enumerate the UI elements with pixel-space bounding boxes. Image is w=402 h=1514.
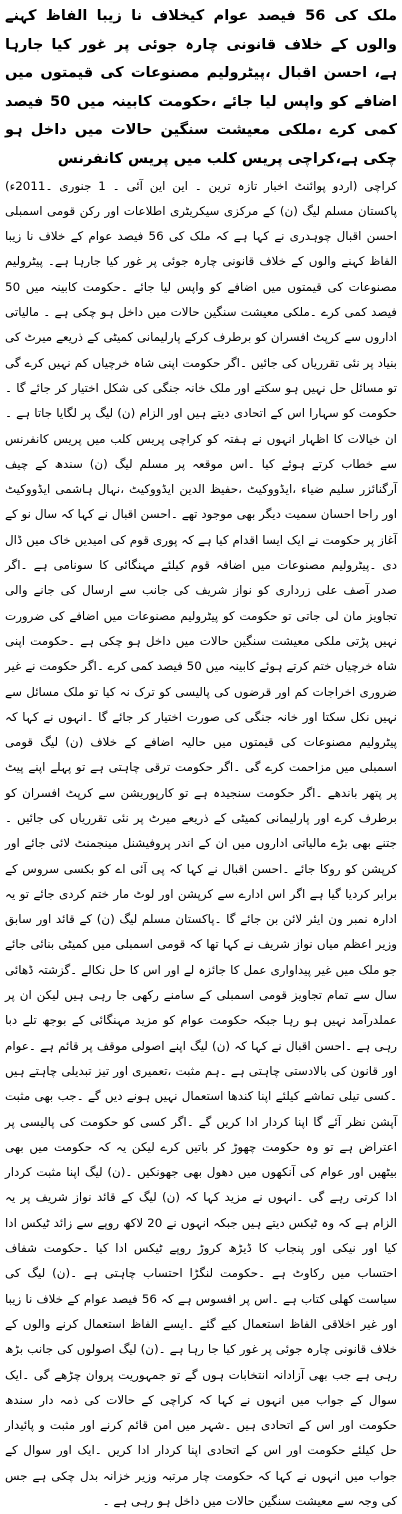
article-body: کراچی (اردو پوائنٹ اخبار تازہ ترین ۔ این این آئی ۔ 1 جنوری ۔2011ء) پاکستان مسلم لیگ (ن) کے مرکزی سیکریٹری اطلاعات اور رکن قومی اسمبلی احسن اقبال چوہدری نے کہا ہے کہ ملک کی 56 فیصد عوام کے خلاف نا زیبا الفاظ کہنے والوں کے خلاف قانونی چارہ جوئی پر غور کیا جارہا ہے۔ پیٹرولیم مصنوعات کی قیمتوں میں اضافے کو واپس لیا جائے ۔حکومت کابینہ میں 50 فیصد کمی کرے ۔ملکی معیشت سنگین حالات میں داخل ہو چکی ہے ۔ مالیاتی اداروں سے کرپٹ افسران کو برطرف کرکے پارلیمانی کمیٹی کے ذریعے میرٹ کی بنیاد پر نئی تقرریاں کی جائیں ۔اگر حکومت اپنی شاہ خرچیاں کم نہیں کرے گی تو مسائل حل نہیں ہو سکتے اور ملک خانہ جنگی کی شکل اختیار کر جائے گا ۔حکومت کو سہارا اس کے اتحادی دیتے ہیں اور الزام (ن) لیگ پر لگایا جاتا ہے ۔ان خیالات کا اظہار انہوں نے ہفتہ کو کراچی پریس کلب میں پریس کانفرنس سے خطاب کرتے ہوئے کیا ۔اس موقعہ پر مسلم لیگ (ن) سندھ کے چیف آرگنائزر سلیم ضیاء ،ایڈووکیٹ ،حفیظ الدین ایڈووکیٹ ،نہال ہاشمی ایڈووکیٹ اور راحا احسان سمیت دیگر بھی موجود تھے ۔احسن اقبال نے کہا کہ سال نو کے آغاز پر حکومت نے ایک ایسا اقدام کیا ہے کہ پوری قوم کی امیدیں خاک میں ڈال دی ۔پیٹرولیم مصنوعات میں اضافہ قوم کیلئے مہنگائی کا سونامی ہے ۔اگر صدر آصف علی زرداری کو نواز شریف کی جانب سے ارسال کی جانے والی تجاویز مان لی جاتی تو حکومت کو پیٹرولیم مصنوعات میں اضافے کی ضرورت نہیں پڑتی ملکی معیشت سنگین حالات میں داخل ہو چکی ہے ۔حکومت اپنی شاہ خرچیاں ختم کرتے ہوئے کابینہ میں 50 فیصد کمی کرے ۔اگر حکومت نے غیر ضروری اخراجات کم اور قرضوں کی پالیسی کو ترک نہ کیا تو ملک مسائل سے نہیں نکل سکتا اور خانہ جنگی کی صورت اختیار کر جائے گا ۔انہوں نے کہا کہ پیٹرولیم مصنوعات کی قیمتوں میں حالیہ اضافے کے خلاف (ن) لیگ قومی اسمبلی میں مزاحمت کرے گی ۔اگر حکومت ترقی چاہتی ہے تو پہلے اپنے پیٹ پر پتھر باندھے ۔اگر حکومت سنجیدہ ہے تو کارپوریشن سے کرپٹ افسران کو برطرف کرے اور پارلیمانی کمیٹی کے ذریعے میرٹ پر نئی تقرریاں کی جائیں ۔جتنے بھی بڑے مالیاتی اداروں میں ان کے اندر پروفیشنل مینجمنٹ لائی جائے اور کرپشن کو روکا جائے ۔احسن اقبال نے کہا کہ پی آئی اے کو بکسی سروس کے برابر کردیا گیا ہے اگر اس ادارے سے کرپشن اور لوٹ مار ختم کردی جائے تو یہ ادارہ نمبر ون ایئر لائن بن جائے گا ۔پاکستان مسلم لیگ (ن) کے قائد اور سابق وزیر اعظم میاں نواز شریف نے کہا تھا کہ قومی اسمبلی میں کمیٹی بنائی جائے جو ملک میں غیر پیداواری عمل کا جائزہ لے اور اس کا حل نکالے ۔گزشتہ ڈھائی سال سے تمام تجاویز قومی اسمبلی کے سامنے رکھی جا رہی ہیں لیکن ان پر عملدرآمد نہیں ہو رہا جبکہ حکومت عوام کو مزید مہنگائی کے بوجھ تلے دبا رہی ہے ۔احسن اقبال نے کہا کہ (ن) لیگ اپنے اصولی موقف پر قائم ہے ۔عوام اور قانون کی بالادستی چاہتی ہے ۔ہم مثبت ،تعمیری اور تیز تبدیلی چاہتے ہیں ۔کسی تیلی تماشے کیلئے اپنا کندھا استعمال نہیں ہونے دیں گے ۔جب بھی مثبت آپشن نظر آئے گا اپنا کردار ادا کریں گے ۔اگر کسی کو حکومت کی پالیسی پر اعتراض ہے تو وہ حکومت چھوڑ کر باتیں کرے لیکن یہ کہ حکومت میں بھی بیٹھیں اور عوام کی آنکھوں میں دھول بھی جھونکیں ۔(ن) لیگ اپنا مثبت کردار ادا کرتی رہے گی ۔انہوں نے مزید کہا کہ (ن) لیگ کے قائد نواز شریف پر یہ الزام ہے کہ وہ ٹیکس دیتے ہیں جبکہ انہوں نے 20 لاکھ روپے سے زائد ٹیکس ادا کیا اور نیکی اور پنجاب کا ڈیڑھ کروڑ روپے ٹیکس ادا کیا ۔حکومت شفاف احتساب میں رکاوٹ ہے ۔حکومت لنگڑا احتساب چاہتی ہے ۔(ن) لیگ کی سیاست کھلی کتاب ہے ۔اس پر افسوس ہے کہ 56 فیصد عوام کے خلاف نا زیبا اور غیر اخلاقی الفاظ استعمال کیے گئے ۔ایسے الفاظ استعمال کرنے والوں کے خلاف قانونی چارہ جوئی پر غور کیا جا رہا ہے ۔(ن) لیگ اصولوں کی جانب بڑھ رہی ہے جب بھی آزادانہ انتخابات ہوں گے تو جمہوریت پروان چڑھے گی ۔ایک سوال کے جواب میں انہوں نے کہا کہ کراچی کے حالات کی ذمہ دار سندھ حکومت اور اس کے اتحادی ہیں ۔شہر میں امن قائم کرنے اور مثبت و پائیدار حل کیلئے حکومت اور اس کے اتحادی اپنا کردار ادا کریں ۔ایک اور سوال کے جواب میں انہوں نے کہا کہ حکومت چار مرتبہ وزیر خزانہ بدل چکی ہے جس کی وجہ سے معیشت سنگین حالات میں داخل ہو رہی ہے ۔	[5, 178, 397, 1508]
news-article	[3, 2, 399, 1508]
article-headline: ملک کی 56 فیصد عوام کیخلاف نا زیبا الفاظ کہنے والوں کے خلاف قانونی چارہ جوئی پر غور کیا جارہا ہے، احسن اقبال ،پیٹرولیم مصنوعات کی قیمتوں میں اضافے کو واپس لیا جائے ،حکومت کابینہ میں 50 فیصد کمی کرے ،ملکی معیشت سنگین حالات میں داخل ہو چکی ہے،کراچی پریس کلب میں پریس کانفرنس	[5, 7, 398, 167]
